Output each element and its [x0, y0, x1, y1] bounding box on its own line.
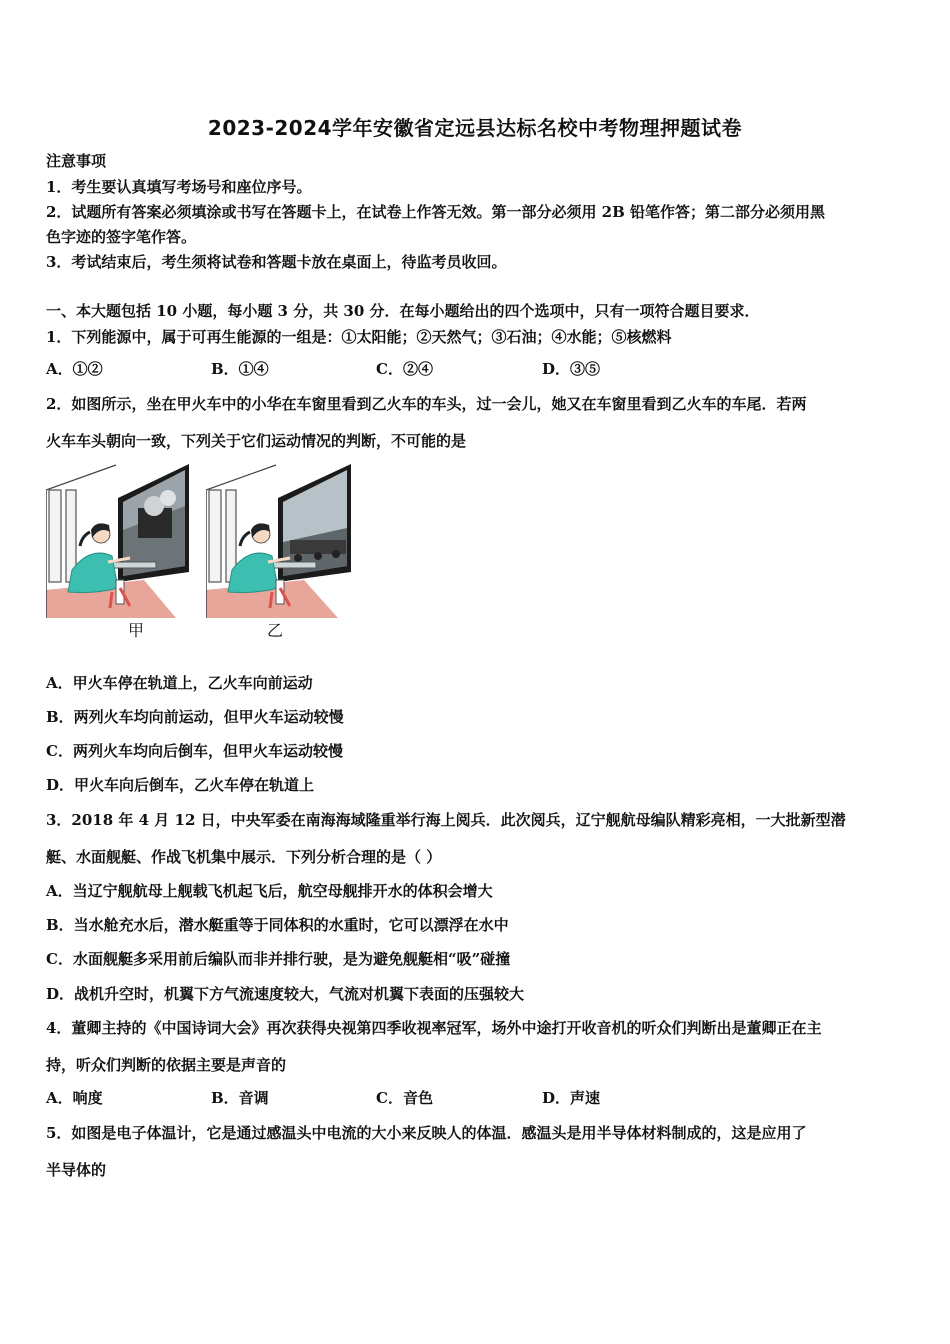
q3-option-c: C．水面舰艇多采用前后编队而非并排行驶，是为避免舰艇相“吸”碰撞: [46, 950, 511, 968]
q5-stem: 5．如图是电子体温计，它是通过感温头中电流的大小来反映人的体温．感温头是用半导体材料制成的，这是应用了: [46, 1124, 807, 1142]
q3-option-b: B．当水舱充水后，潜水艇重等于同体积的水重时，它可以漂浮在水中: [46, 916, 509, 934]
q2-stem: 2．如图所示，坐在甲火车中的小华在车窗里看到乙火车的车头，过一会儿，她又在车窗里看到乙火车的车尾．若两: [46, 395, 807, 413]
q2-stem: 火车车头朝向一致，下列关于它们运动情况的判断，不可能的是: [46, 432, 467, 450]
exam-title: 2023-2024学年安徽省定远县达标名校中考物理押题试卷: [207, 116, 743, 140]
q1-option-a: A．①②: [46, 360, 103, 378]
section-instructions: 一、本大题包括 10 小题，每小题 3 分，共 30 分．在每小题给出的四个选项中，只有一项符合题目要求．: [46, 302, 760, 320]
train-window-figure-jia: [46, 462, 192, 618]
q1-option-b: B．①④: [211, 360, 269, 378]
q3-stem: 艇、水面舰艇、作战飞机集中展示．下列分析合理的是（ ）: [46, 848, 442, 866]
figure-caption-jia: 甲: [128, 621, 145, 640]
notice-item: 色字迹的签字笔作答。: [46, 228, 197, 246]
q4-stem: 持，听众们判断的依据主要是声音的: [46, 1056, 287, 1074]
q2-option-b: B．两列火车均向前运动，但甲火车运动较慢: [46, 708, 344, 726]
q3-option-a: A．当辽宁舰航母上舰载飞机起飞后，航空母舰排开水的体积会增大: [46, 882, 493, 900]
q4-option-a: A．响度: [46, 1089, 103, 1107]
q4-option-d: D．声速: [542, 1089, 601, 1107]
q1-option-d: D．③⑤: [542, 360, 601, 378]
q2-option-c: C．两列火车均向后倒车，但甲火车运动较慢: [46, 742, 343, 760]
q4-stem: 4．董卿主持的《中国诗词大会》再次获得央视第四季收视率冠军，场外中途打开收音机的听众们判断出是董卿正在主: [46, 1019, 822, 1037]
q1-stem: 1．下列能源中，属于可再生能源的一组是：①太阳能；②天然气；③石油；④水能；⑤核燃料: [46, 328, 672, 346]
notice-item: 1．考生要认真填写考场号和座位序号。: [46, 178, 312, 196]
train-window-figure-yi: [206, 462, 354, 618]
notice-item: 2．试题所有答案必须填涂或书写在答题卡上，在试卷上作答无效。第一部分必须用 2B 铅笔作答；第二部分必须用黑: [46, 203, 826, 221]
q2-option-d: D．甲火车向后倒车，乙火车停在轨道上: [46, 776, 315, 794]
notice-item: 3．考试结束后，考生须将试卷和答题卡放在桌面上，待监考员收回。: [46, 253, 507, 271]
notice-heading: 注意事项: [46, 152, 107, 170]
q3-option-d: D．战机升空时，机翼下方气流速度较大，气流对机翼下表面的压强较大: [46, 985, 525, 1003]
q1-option-c: C．②④: [376, 360, 433, 378]
q2-option-a: A．甲火车停在轨道上，乙火车向前运动: [46, 674, 313, 692]
figure-caption-yi: 乙: [267, 621, 284, 640]
q5-stem: 半导体的: [46, 1161, 107, 1179]
q4-option-b: B．音调: [211, 1089, 269, 1107]
q4-option-c: C．音色: [376, 1089, 433, 1107]
q3-stem: 3．2018 年 4 月 12 日，中央军委在南海海域隆重举行海上阅兵．此次阅兵，辽宁舰航母编队精彩亮相，一大批新型潜: [46, 811, 846, 829]
